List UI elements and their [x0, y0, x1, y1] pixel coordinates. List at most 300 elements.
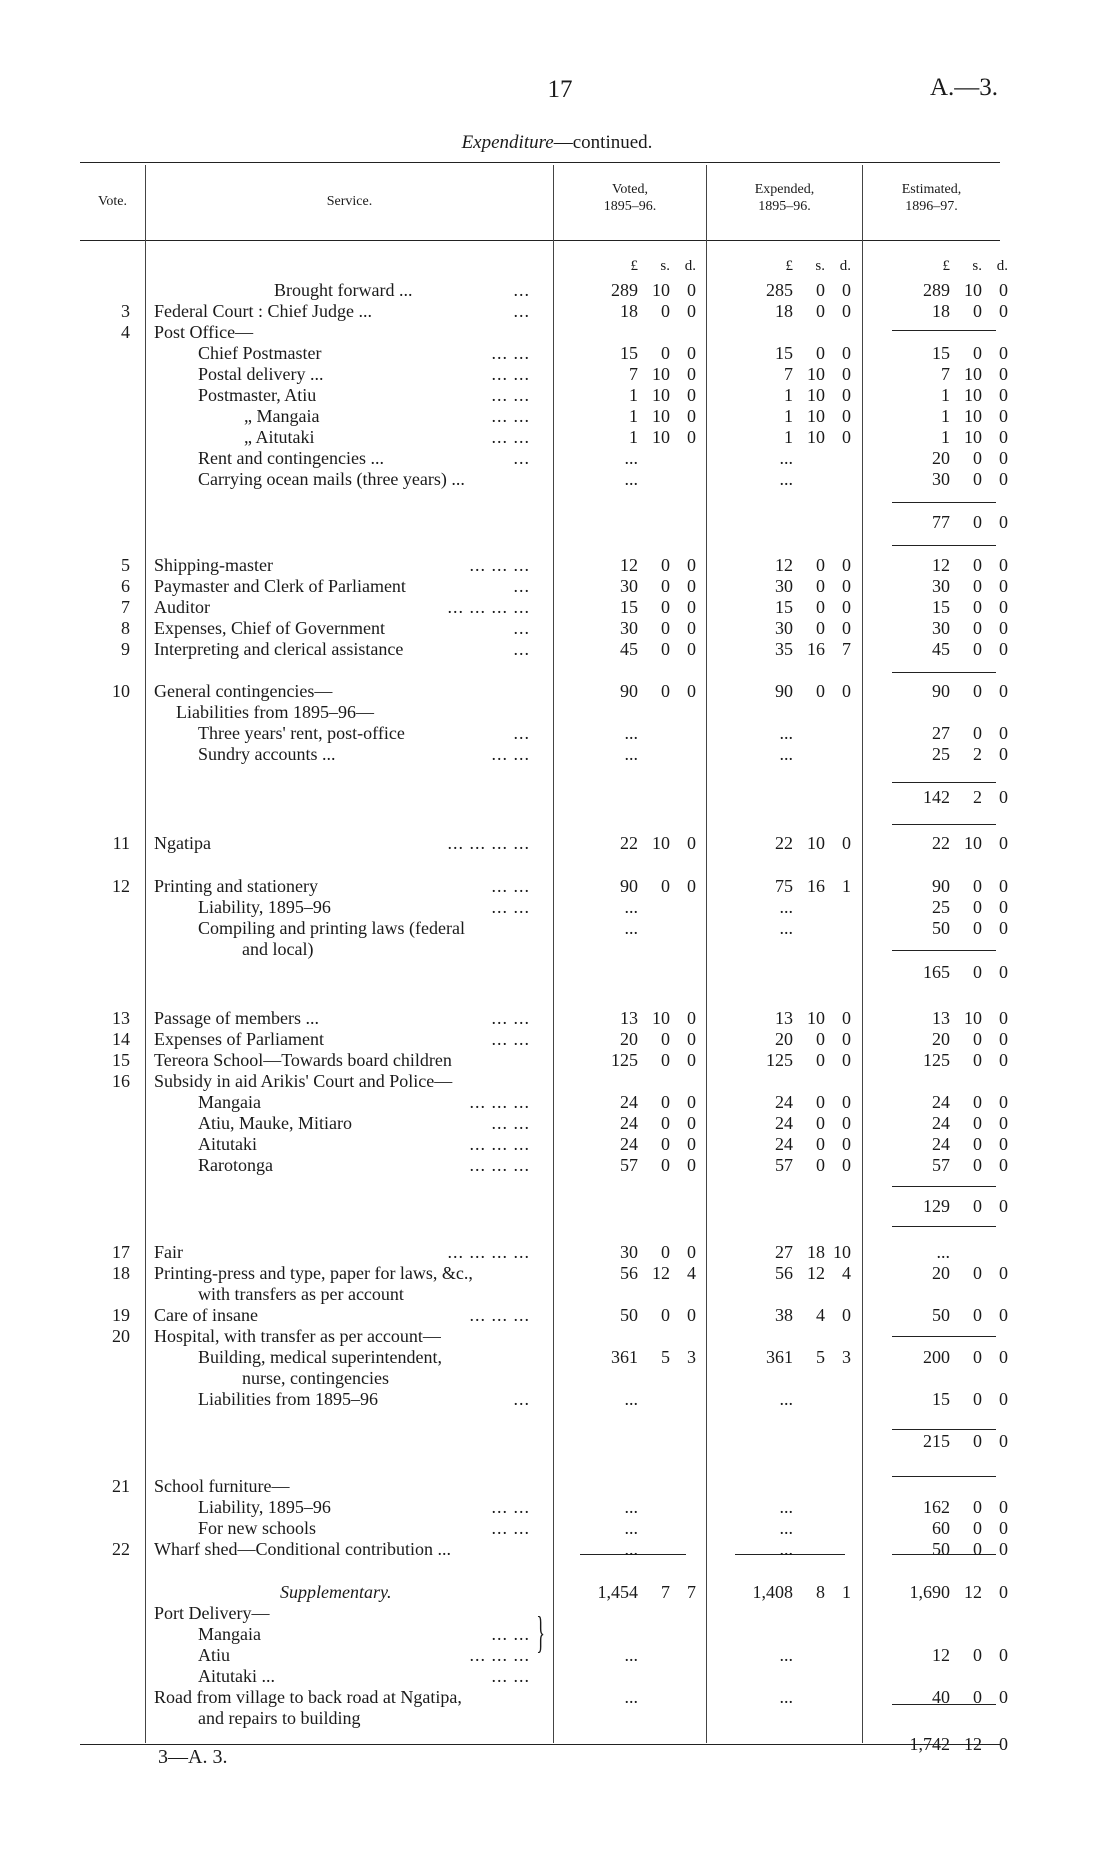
estimated-amount [892, 1431, 1022, 1451]
pounds-value: 45 [932, 639, 950, 659]
table-row [80, 364, 1008, 384]
service-label: Rarotonga [198, 1155, 273, 1175]
pounds-value: 56 [775, 1263, 793, 1283]
shillings-value: 0 [973, 618, 982, 638]
vote-number: 12 [112, 876, 130, 896]
table-row [80, 962, 1008, 982]
pounds-value: ... [624, 1539, 638, 1559]
shillings-value: 0 [661, 1305, 670, 1325]
pounds-value: ... [779, 1497, 793, 1517]
pounds-value: 1,742 [909, 1734, 950, 1754]
pounds-value: ... [779, 897, 793, 917]
pounds-value: ... [936, 1242, 950, 1262]
shillings-value: 5 [661, 1347, 670, 1367]
pounds-value: 15 [932, 1389, 950, 1409]
estimated-amount [892, 723, 1022, 743]
pounds-value: 13 [932, 1008, 950, 1028]
pounds-value: 1 [629, 385, 638, 405]
pounds-value: 57 [932, 1155, 950, 1175]
table-row [80, 1666, 1000, 1686]
col-header-voted [554, 181, 706, 215]
pence-value: 0 [999, 1497, 1008, 1517]
shillings-value: 4 [816, 1305, 825, 1325]
currency-pounds: £ [785, 258, 793, 274]
pence-value: 0 [999, 723, 1008, 743]
vote-number: 17 [112, 1242, 130, 1262]
pence-value: 0 [842, 1134, 851, 1154]
estimated-amount [892, 597, 1022, 617]
service-label: Liability, 1895–96 [198, 1497, 331, 1517]
leader-dots: ... ... ... ... [447, 597, 530, 617]
service-label: and local) [242, 939, 314, 959]
leader-dots: ... ... [491, 343, 530, 363]
subtotal-rule [892, 672, 996, 673]
estimated-amount [892, 1113, 1022, 1133]
table-row [80, 1645, 1008, 1665]
pounds-value: 15 [620, 597, 638, 617]
currency-pounds: £ [630, 258, 638, 274]
leader-dots: ... ... ... [469, 1305, 530, 1325]
pence-value: 0 [999, 1431, 1008, 1451]
service-label: Road from village to back road at Ngatipa, [154, 1687, 462, 1707]
leader-dots: ... ... [491, 1518, 530, 1538]
expended-amount [735, 469, 865, 489]
shillings-value: 0 [816, 618, 825, 638]
table-row [80, 1687, 1008, 1707]
pence-value: 0 [842, 427, 851, 447]
pounds-value: 129 [923, 1196, 950, 1216]
vote-number: 15 [112, 1050, 130, 1070]
expended-amount [735, 723, 865, 743]
estimated-amount [892, 448, 1022, 468]
table-row [80, 576, 1008, 596]
pounds-value: 361 [611, 1347, 638, 1367]
expended-amount [735, 681, 865, 701]
pence-value: 0 [999, 1134, 1008, 1154]
subtotal-rule [892, 782, 996, 783]
shillings-value: 10 [964, 833, 982, 853]
shillings-value: 0 [661, 597, 670, 617]
pence-value: 0 [999, 1263, 1008, 1283]
shillings-value: 0 [816, 681, 825, 701]
shillings-value: 10 [964, 1008, 982, 1028]
pounds-value: ... [779, 469, 793, 489]
pence-value: 0 [687, 1050, 696, 1070]
expended-amount [735, 406, 865, 426]
pounds-value: 77 [932, 512, 950, 532]
pence-value: 0 [999, 1196, 1008, 1216]
shillings-value: 10 [964, 280, 982, 300]
service-label: Paymaster and Clerk of Parliament [154, 576, 406, 596]
pounds-value: 30 [932, 469, 950, 489]
pounds-value: 18 [775, 301, 793, 321]
expended-amount [735, 918, 865, 938]
subtotal-rule [892, 1186, 996, 1187]
pence-value: 0 [999, 512, 1008, 532]
voted-amount [580, 301, 710, 321]
pence-value: 0 [842, 364, 851, 384]
shillings-value: 0 [973, 723, 982, 743]
shillings-value: 0 [973, 1263, 982, 1283]
estimated-amount [892, 1134, 1022, 1154]
pounds-value: 90 [932, 681, 950, 701]
currency-pounds: £ [942, 258, 950, 274]
col-header-expended-line2: 1895–96. [758, 199, 811, 214]
pounds-value: 1 [629, 406, 638, 426]
pounds-value: 20 [932, 448, 950, 468]
pounds-value: ... [624, 723, 638, 743]
estimated-amount [892, 1389, 1022, 1409]
pence-value: 0 [842, 406, 851, 426]
pounds-value: 215 [923, 1431, 950, 1451]
service-label: Tereora School—Towards board children [154, 1050, 452, 1070]
pounds-value: 50 [620, 1305, 638, 1325]
pence-value: 7 [842, 639, 851, 659]
voted-amount [580, 555, 710, 575]
service-label: Aitutaki ... [198, 1666, 275, 1686]
pence-value: 0 [999, 1050, 1008, 1070]
pounds-value: 15 [775, 343, 793, 363]
shillings-value: 0 [661, 576, 670, 596]
pence-value: 0 [842, 1092, 851, 1112]
pence-value: 0 [842, 343, 851, 363]
pence-value: 1 [842, 1582, 851, 1602]
table-row [80, 639, 1008, 659]
shillings-value: 0 [661, 1092, 670, 1112]
service-label: Atiu [198, 1645, 231, 1665]
col-header-estimated-line2: 1896–97. [905, 199, 958, 214]
pounds-value: 30 [775, 576, 793, 596]
pence-value: 0 [999, 597, 1008, 617]
pounds-value: 25 [932, 897, 950, 917]
table-row [80, 1134, 1008, 1154]
shillings-value: 0 [661, 681, 670, 701]
expended-amount [735, 1050, 865, 1070]
expended-amount [735, 833, 865, 853]
pence-value: 0 [687, 576, 696, 596]
estimated-amount [892, 1050, 1022, 1070]
vote-number: 9 [121, 639, 130, 659]
service-label: and repairs to building [198, 1708, 361, 1728]
voted-amount [580, 723, 710, 743]
service-label: Aitutaki [198, 1134, 257, 1154]
pounds-value: 285 [766, 280, 793, 300]
pence-value: 0 [687, 343, 696, 363]
service-label: Care of insane [154, 1305, 258, 1325]
currency-shillings: s. [660, 258, 670, 274]
pence-value: 0 [687, 427, 696, 447]
estimated-amount [892, 1242, 1022, 1262]
col-header-estimated [863, 181, 1000, 215]
expended-amount [735, 1242, 865, 1262]
shillings-value: 7 [661, 1582, 670, 1602]
pence-value: 0 [999, 1389, 1008, 1409]
table-row [80, 301, 1008, 321]
shillings-value: 12 [652, 1263, 670, 1283]
table-row [80, 1196, 1008, 1216]
shillings-value: 0 [816, 576, 825, 596]
table-row [80, 469, 1008, 489]
voted-amount [580, 1305, 710, 1325]
estimated-amount [892, 364, 1022, 384]
pounds-value: 90 [932, 876, 950, 896]
pounds-value: ... [624, 1389, 638, 1409]
subtotal-rule [892, 1429, 996, 1430]
table-row [80, 1582, 1008, 1602]
pounds-value: 30 [775, 618, 793, 638]
table-row [80, 1389, 1008, 1409]
shillings-value: 0 [661, 1113, 670, 1133]
service-label: Mangaia [198, 1624, 261, 1644]
voted-amount [580, 681, 710, 701]
shillings-value: 0 [661, 1134, 670, 1154]
pence-value: 0 [999, 343, 1008, 363]
subtotal-rule [892, 545, 996, 546]
expended-amount [735, 1539, 865, 1559]
shillings-value: 12 [807, 1263, 825, 1283]
pounds-value: 22 [775, 833, 793, 853]
pence-value: 0 [687, 1092, 696, 1112]
pounds-value: 162 [923, 1497, 950, 1517]
pounds-value: 24 [620, 1113, 638, 1133]
pence-value: 0 [999, 1645, 1008, 1665]
pounds-value: 165 [923, 962, 950, 982]
table-row [80, 1008, 1008, 1028]
shillings-value: 0 [816, 1134, 825, 1154]
pounds-value: ... [624, 1497, 638, 1517]
pounds-value: ... [624, 897, 638, 917]
shillings-value: 10 [964, 406, 982, 426]
col-header-service: Service. [326, 194, 373, 209]
currency-header-voted [580, 258, 710, 278]
pounds-value: 289 [923, 280, 950, 300]
table-row [80, 1347, 1008, 1367]
shillings-value: 0 [973, 1389, 982, 1409]
pence-value: 0 [999, 1008, 1008, 1028]
estimated-amount [892, 1497, 1022, 1517]
service-label: For new schools [198, 1518, 316, 1538]
pounds-value: 56 [620, 1263, 638, 1283]
service-label: Shipping-master [154, 555, 273, 575]
leader-dots: ... [513, 639, 530, 659]
expended-amount [735, 639, 865, 659]
pence-value: 0 [999, 833, 1008, 853]
pence-value: 0 [842, 280, 851, 300]
service-label: Auditor [154, 597, 210, 617]
pounds-value: ... [624, 469, 638, 489]
pounds-value: 125 [923, 1050, 950, 1070]
shillings-value: 0 [973, 681, 982, 701]
estimated-amount [892, 1263, 1022, 1283]
estimated-amount [892, 833, 1022, 853]
voted-amount [580, 1050, 710, 1070]
expended-amount [735, 597, 865, 617]
pence-value: 0 [999, 918, 1008, 938]
voted-amount [580, 1539, 710, 1559]
pence-value: 3 [842, 1347, 851, 1367]
table-row [80, 702, 1000, 722]
leader-dots: ... [513, 1389, 530, 1409]
pounds-value: 24 [932, 1134, 950, 1154]
pence-value: 0 [687, 406, 696, 426]
estimated-amount [892, 1305, 1022, 1325]
pounds-value: 90 [620, 681, 638, 701]
pounds-value: 125 [766, 1050, 793, 1070]
table-row [80, 1092, 1008, 1112]
leader-dots: ... ... ... [469, 555, 530, 575]
pence-value: 0 [999, 897, 1008, 917]
table-row [80, 1518, 1008, 1538]
voted-amount [580, 385, 710, 405]
pounds-value: ... [624, 918, 638, 938]
table-row [80, 1539, 1008, 1559]
pounds-value: 25 [932, 744, 950, 764]
service-label: Postal delivery ... [198, 364, 324, 384]
pounds-value: 142 [923, 787, 950, 807]
pence-value: 0 [999, 1029, 1008, 1049]
voted-amount [580, 1092, 710, 1112]
expended-amount [735, 448, 865, 468]
service-label: „ Mangaia [244, 406, 320, 426]
voted-amount [580, 1687, 710, 1707]
vote-number: 6 [121, 576, 130, 596]
estimated-amount [892, 1582, 1022, 1602]
pence-value: 0 [999, 1347, 1008, 1367]
estimated-amount [892, 681, 1022, 701]
page-title-rest: —continued. [553, 132, 653, 153]
pounds-value: 24 [620, 1092, 638, 1112]
table-row [80, 1476, 1000, 1496]
pounds-value: ... [779, 918, 793, 938]
pounds-value: 75 [775, 876, 793, 896]
leader-dots: ... ... [491, 1113, 530, 1133]
col-header-vote: Vote. [98, 194, 127, 209]
service-label: nurse, contingencies [242, 1368, 389, 1388]
service-label: Rent and contingencies ... [198, 448, 384, 468]
voted-amount [580, 576, 710, 596]
table-row [80, 597, 1008, 617]
estimated-amount [892, 1687, 1022, 1707]
table-row [80, 939, 1000, 959]
pence-value: 0 [999, 576, 1008, 596]
pence-value: 7 [687, 1582, 696, 1602]
expended-amount [735, 876, 865, 896]
expended-amount [735, 897, 865, 917]
shillings-value: 0 [661, 1029, 670, 1049]
pence-value: 0 [687, 681, 696, 701]
expended-amount [735, 280, 865, 300]
subtotal-rule [892, 1226, 996, 1227]
shillings-value: 0 [661, 618, 670, 638]
pence-value: 0 [999, 1687, 1008, 1707]
pounds-value: 40 [932, 1687, 950, 1707]
pence-value: 0 [842, 1305, 851, 1325]
pounds-value: 18 [620, 301, 638, 321]
estimated-amount [892, 618, 1022, 638]
pence-value: 4 [687, 1263, 696, 1283]
voted-amount [580, 280, 710, 300]
expended-amount [735, 576, 865, 596]
service-label: Brought forward ... [274, 280, 413, 300]
leader-dots: ... ... ... [469, 1645, 530, 1665]
table-row [80, 744, 1008, 764]
pence-value: 0 [842, 681, 851, 701]
service-label: Printing and stationery [154, 876, 318, 896]
shillings-value: 0 [973, 512, 982, 532]
pounds-value: 12 [932, 1645, 950, 1665]
shillings-value: 0 [816, 1029, 825, 1049]
pence-value: 0 [842, 576, 851, 596]
pence-value: 0 [687, 1155, 696, 1175]
document-reference: A.—3. [930, 74, 999, 101]
pounds-value: 20 [932, 1263, 950, 1283]
pounds-value: 13 [775, 1008, 793, 1028]
vote-number: 13 [112, 1008, 130, 1028]
voted-amount [580, 406, 710, 426]
pounds-value: ... [624, 448, 638, 468]
pence-value: 0 [842, 1050, 851, 1070]
pence-value: 0 [687, 1305, 696, 1325]
table-row [80, 280, 1008, 300]
pounds-value: 90 [620, 876, 638, 896]
voted-amount [580, 1645, 710, 1665]
pounds-value: 1 [784, 406, 793, 426]
shillings-value: 12 [964, 1582, 982, 1602]
table-row [80, 555, 1008, 575]
pounds-value: ... [779, 723, 793, 743]
shillings-value: 0 [661, 555, 670, 575]
voted-amount [580, 744, 710, 764]
service-label: Mangaia [198, 1092, 261, 1112]
leader-dots: ... ... ... ... [447, 833, 530, 853]
expended-amount [735, 1155, 865, 1175]
pence-value: 0 [842, 833, 851, 853]
service-label: Postmaster, Atiu [198, 385, 317, 405]
shillings-value: 0 [973, 1134, 982, 1154]
leader-dots: ... ... ... [469, 1092, 530, 1112]
pounds-value: 50 [932, 1539, 950, 1559]
leader-dots: ... ... [491, 1008, 530, 1028]
table-row [80, 833, 1008, 853]
estimated-amount [892, 1539, 1022, 1559]
pence-value: 0 [999, 962, 1008, 982]
pence-value: 0 [999, 1734, 1008, 1754]
estimated-amount [892, 576, 1022, 596]
shillings-value: 0 [973, 469, 982, 489]
expended-amount [735, 1305, 865, 1325]
shillings-value: 0 [816, 301, 825, 321]
service-label: with transfers as per account [198, 1284, 404, 1304]
pounds-value: 1 [941, 385, 950, 405]
pence-value: 0 [999, 385, 1008, 405]
shillings-value: 0 [973, 1645, 982, 1665]
service-label: School furniture— [154, 1476, 290, 1496]
estimated-amount [892, 280, 1022, 300]
currency-pence: d. [996, 258, 1008, 274]
shillings-value: 0 [973, 639, 982, 659]
pounds-value: 20 [620, 1029, 638, 1049]
pence-value: 3 [687, 1347, 696, 1367]
shillings-value: 0 [973, 1092, 982, 1112]
shillings-value: 10 [652, 280, 670, 300]
pounds-value: 30 [620, 576, 638, 596]
vote-number: 14 [112, 1029, 130, 1049]
leader-dots: ... [513, 723, 530, 743]
pounds-value: 90 [775, 681, 793, 701]
voted-amount [580, 1242, 710, 1262]
expended-amount [735, 1347, 865, 1367]
pence-value: 0 [999, 618, 1008, 638]
